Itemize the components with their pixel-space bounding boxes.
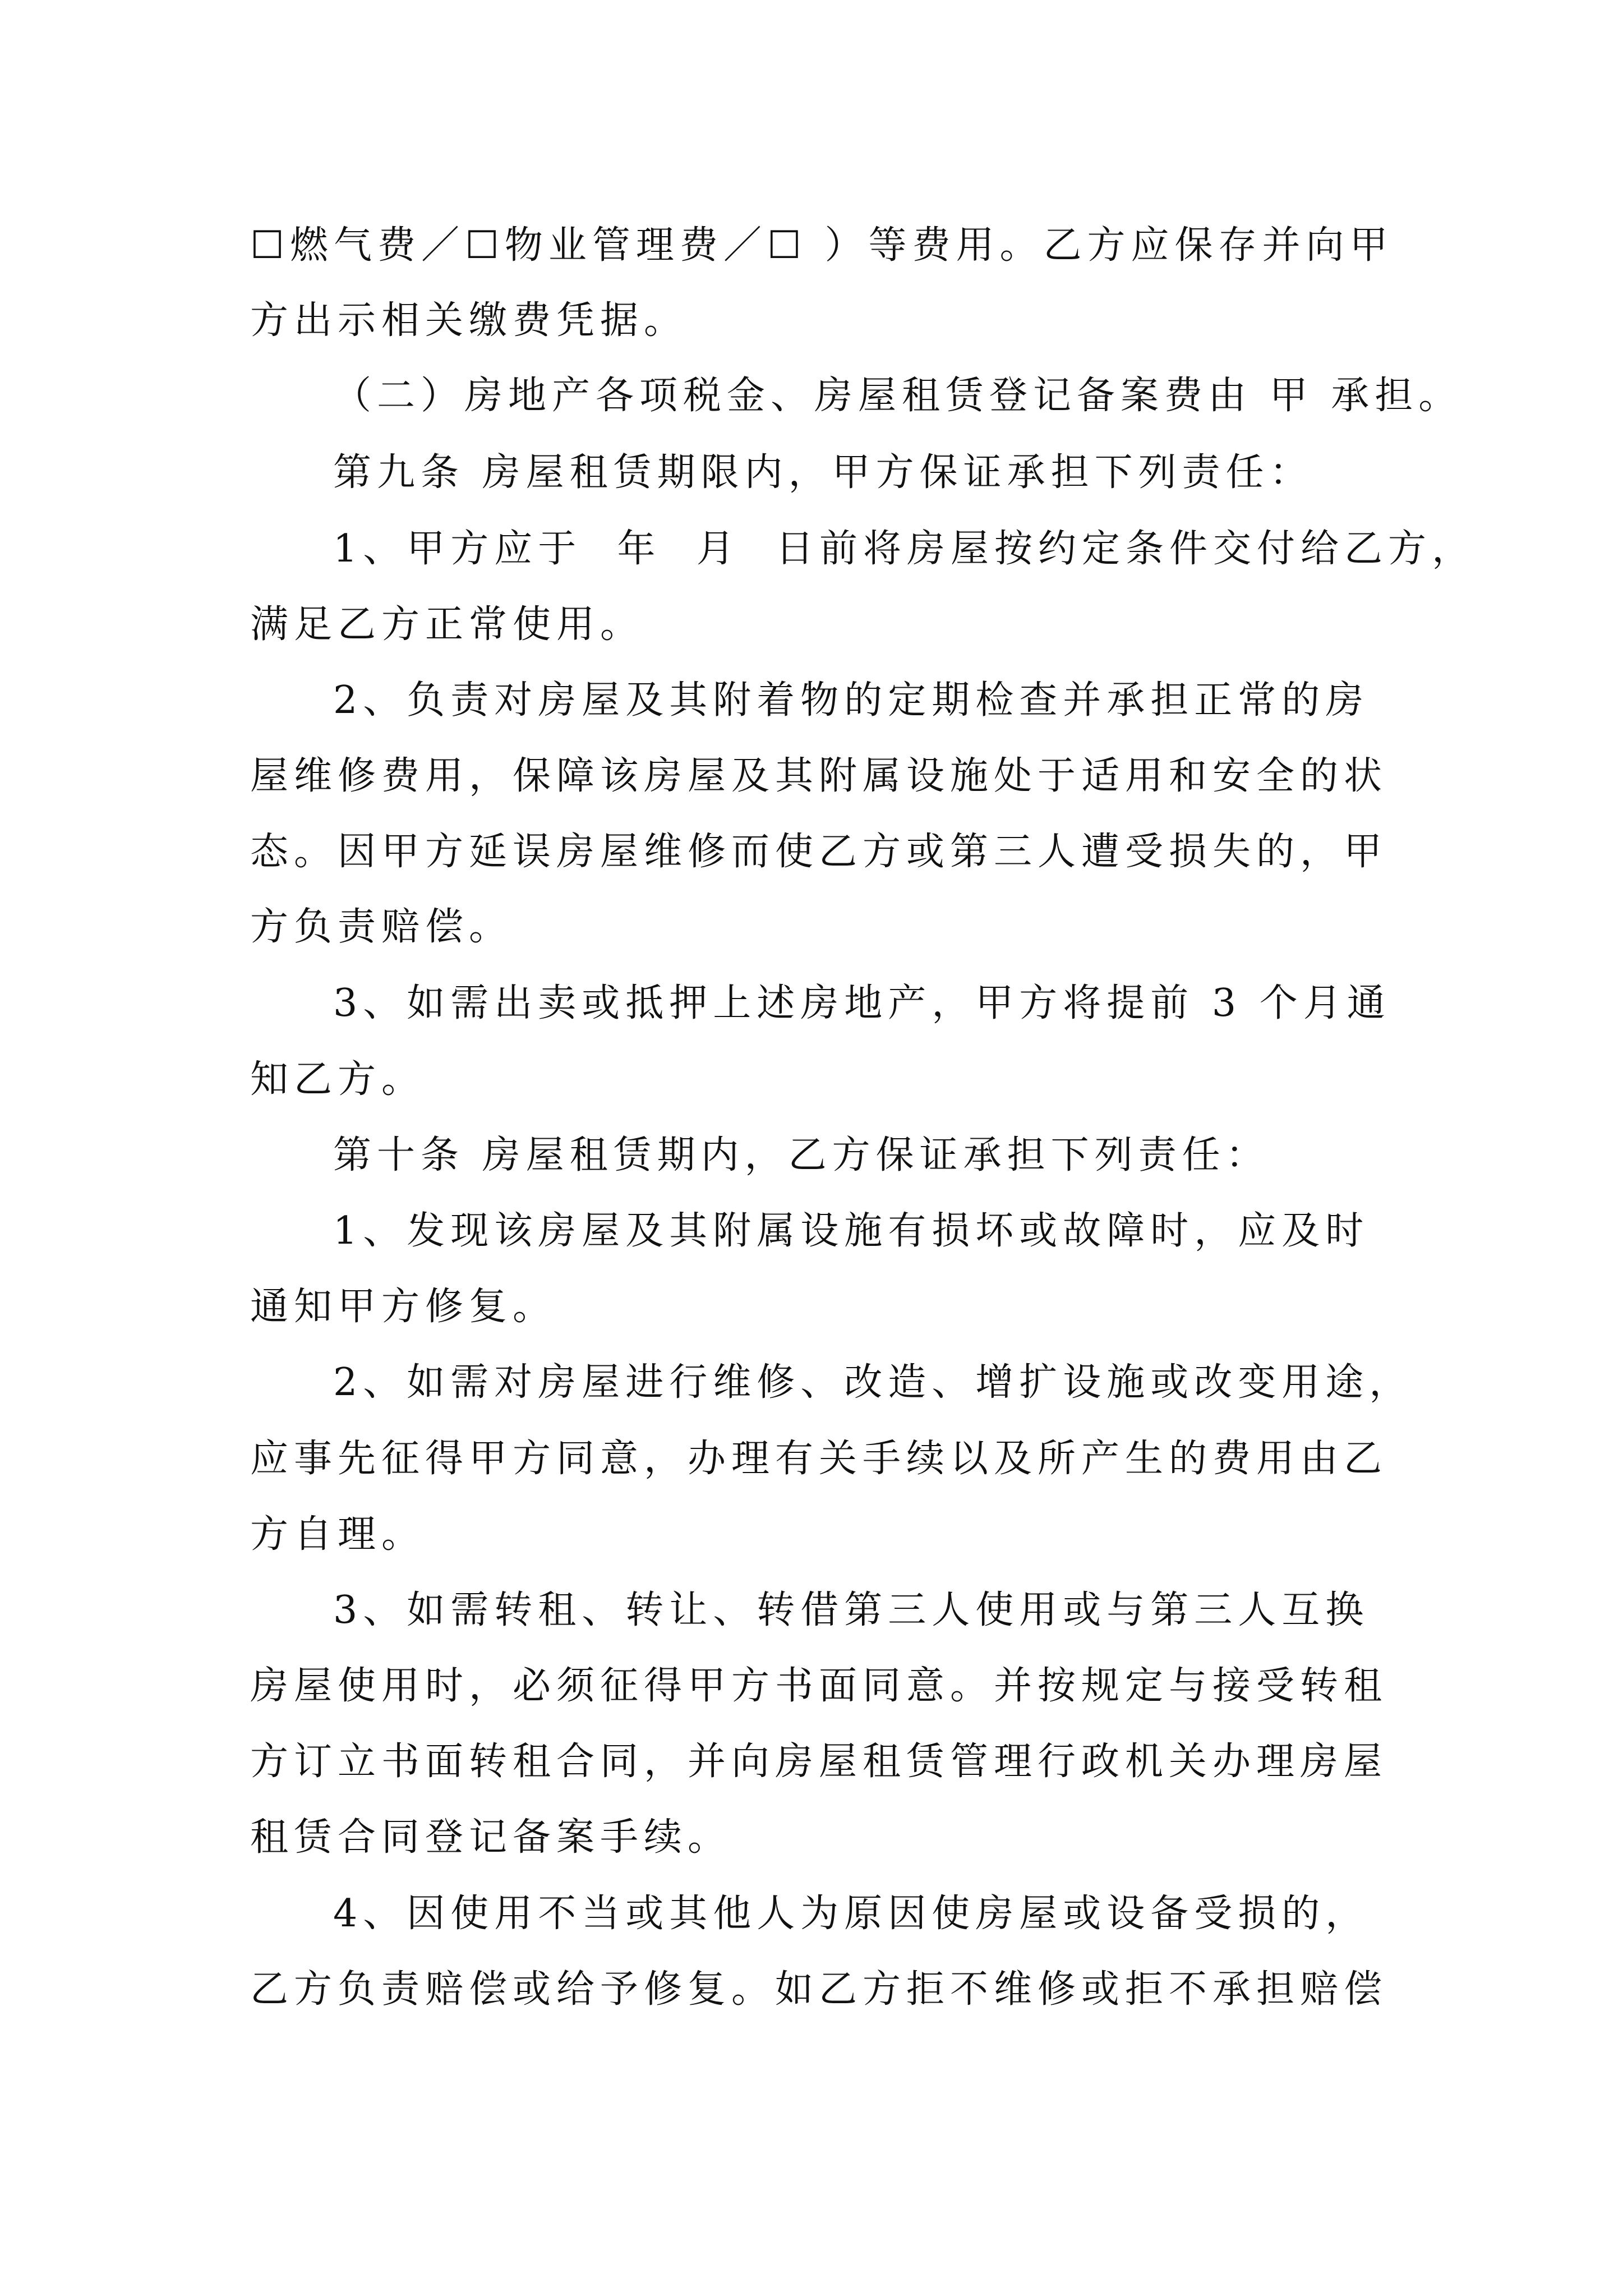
text-line: 方负责赔偿。 <box>250 905 513 949</box>
text-line: 2、负责对房屋及其附着物的定期检查并承担正常的房 <box>333 678 1370 723</box>
text-line: 1、发现该房屋及其附属设施有损坏或故障时，应及时 <box>333 1209 1370 1253</box>
text-line: 租赁合同登记备案手续。 <box>250 1815 732 1860</box>
text-line: 2、如需对房屋进行维修、改造、增扩设施或改变用途， <box>333 1360 1413 1405</box>
text-line: 方出示相关缴费凭据。 <box>250 298 688 343</box>
text-line: 1、甲方应于 年 月 日前将房屋按约定条件交付给乙方， <box>333 527 1476 571</box>
text-line: 方自理。 <box>250 1512 426 1557</box>
article-heading: 第十条 房屋租赁期内，乙方保证承担下列责任： <box>333 1133 1270 1177</box>
text-line: 乙方负责赔偿或给予修复。如乙方拒不维修或拒不承担赔偿 <box>250 1967 1388 2012</box>
text-line: ☐燃气费／☐物业管理费／☐ ）等费用。乙方应保存并向甲 <box>250 223 1394 268</box>
text-line: 3、如需出卖或抵押上述房地产，甲方将提前 3 个月通 <box>333 981 1391 1025</box>
text-line: （二）房地产各项税金、房屋租赁登记备案费由 甲 承担。 <box>333 374 1463 418</box>
text-line: 3、如需转租、转让、转借第三人使用或与第三人互换 <box>333 1588 1370 1632</box>
text-line: 房屋使用时，必须征得甲方书面同意。并按规定与接受转租 <box>250 1664 1388 1708</box>
text-line: 方订立书面转租合同，并向房屋租赁管理行政机关办理房屋 <box>250 1740 1388 1784</box>
text-line: 屋维修费用，保障该房屋及其附属设施处于适用和安全的状 <box>250 754 1388 798</box>
text-line: 满足乙方正常使用。 <box>250 602 644 647</box>
text-line: 通知甲方修复。 <box>250 1285 557 1329</box>
article-heading: 第九条 房屋租赁期限内，甲方保证承担下列责任： <box>333 450 1313 495</box>
text-line: 知乙方。 <box>250 1057 426 1102</box>
text-line: 态。因甲方延误房屋维修而使乙方或第三人遭受损失的，甲 <box>250 830 1388 874</box>
text-line: 4、因使用不当或其他人为原因使房屋或设备受损的， <box>333 1892 1370 1936</box>
text-line: 应事先征得甲方同意，办理有关手续以及所产生的费用由乙 <box>250 1437 1388 1481</box>
